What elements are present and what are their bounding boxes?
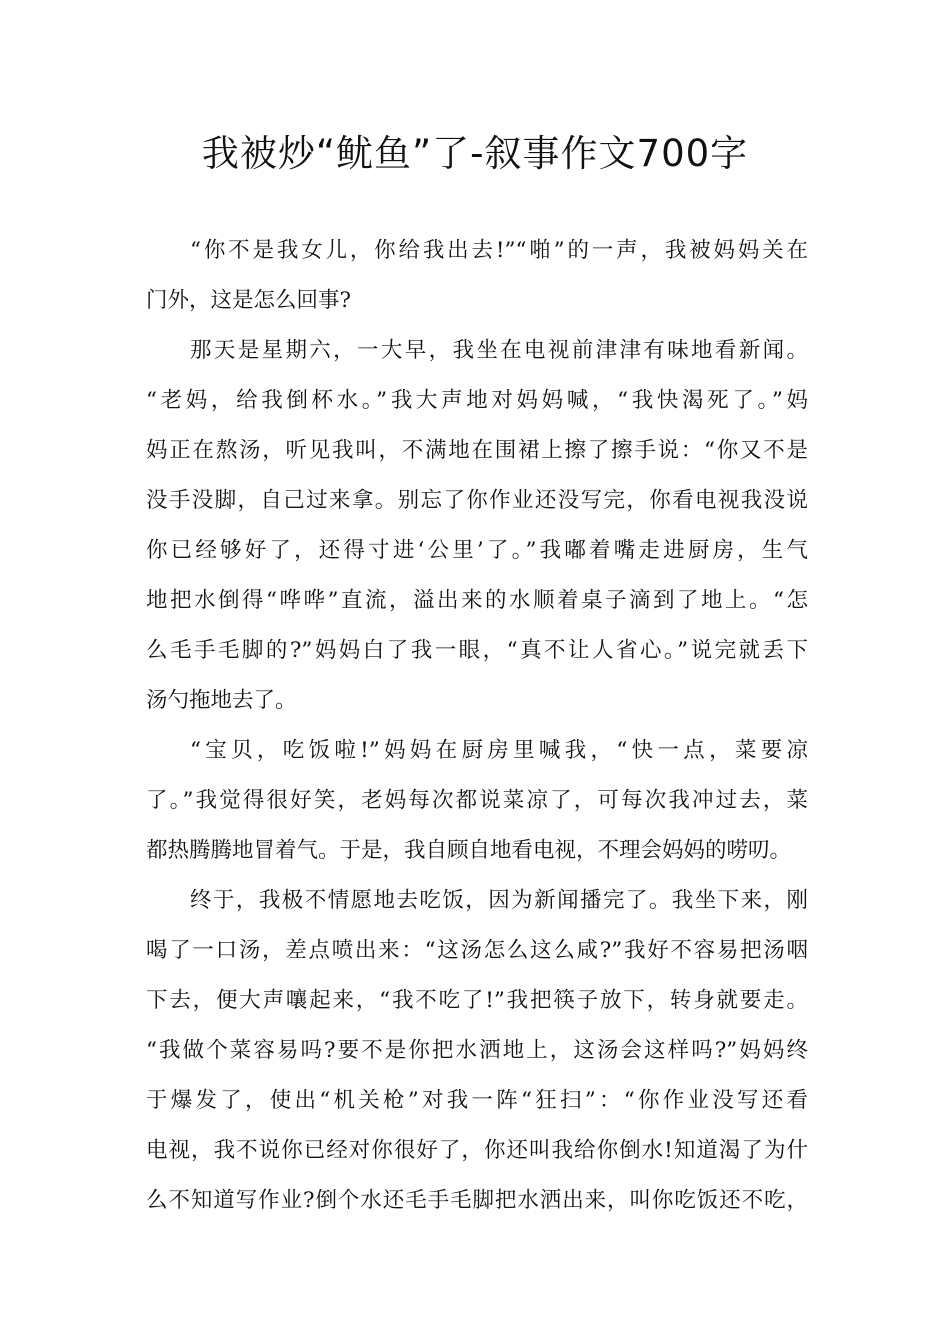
text-line: “老妈，给我倒杯水。”我大声地对妈妈喊，“我快渴死了。”妈: [146, 388, 808, 413]
text-line: 了。”我觉得很好笑，老妈每次都说菜凉了，可每次我冲过去，菜: [146, 788, 808, 813]
text-line: 都热腾腾地冒着气。于是，我自顾自地看电视，不理会妈妈的唠叨。: [146, 838, 792, 863]
text-line: “你不是我女儿，你给我出去!”“啪”的一声，我被妈妈关在: [190, 238, 808, 263]
text-line: 门外，这是怎么回事?: [146, 288, 352, 313]
text-line: 喝了一口汤，差点喷出来：“这汤怎么这么咸?”我好不容易把汤咽: [146, 938, 808, 963]
text-line: “宝贝，吃饭啦!”妈妈在厨房里喊我，“快一点，菜要凉: [190, 738, 808, 763]
text-line: 么毛手毛脚的?”妈妈白了我一眼，“真不让人省心。”说完就丢下: [146, 638, 808, 663]
text-line: 终于，我极不情愿地去吃饭，因为新闻播完了。我坐下来，刚: [190, 888, 808, 913]
essay-title: 我被炒“鱿鱼”了-叙事作文700字: [201, 132, 749, 175]
text-line: 妈正在熬汤，听见我叫，不满地在围裙上擦了擦手说：“你又不是: [146, 438, 808, 463]
text-line: 电视，我不说你已经对你很好了，你还叫我给你倒水!知道渴了为什: [146, 1138, 808, 1163]
essay-body: [146, 226, 808, 1226]
text-line: 么不知道写作业?倒个水还毛手毛脚把水洒出来，叫你吃饭还不吃，: [146, 1188, 808, 1213]
text-line: 你已经够好了，还得寸进‘公里’了。”我嘟着嘴走进厨房，生气: [146, 538, 808, 563]
text-line: “我做个菜容易吗?要不是你把水洒地上，这汤会这样吗?”妈妈终: [146, 1038, 808, 1063]
text-line: 没手没脚，自己过来拿。别忘了你作业还没写完，你看电视我没说: [146, 488, 808, 513]
text-line: 汤勺拖地去了。: [146, 688, 297, 713]
text-line: 下去，便大声嚷起来，“我不吃了!”我把筷子放下，转身就要走。: [146, 988, 808, 1013]
text-line: 于爆发了，使出“机关枪”对我一阵“狂扫”：“你作业没写还看: [146, 1088, 808, 1113]
text-line: 地把水倒得“哗哗”直流，溢出来的水顺着桌子滴到了地上。“怎: [146, 588, 808, 613]
text-line: 那天是星期六，一大早，我坐在电视前津津有味地看新闻。: [190, 338, 808, 363]
